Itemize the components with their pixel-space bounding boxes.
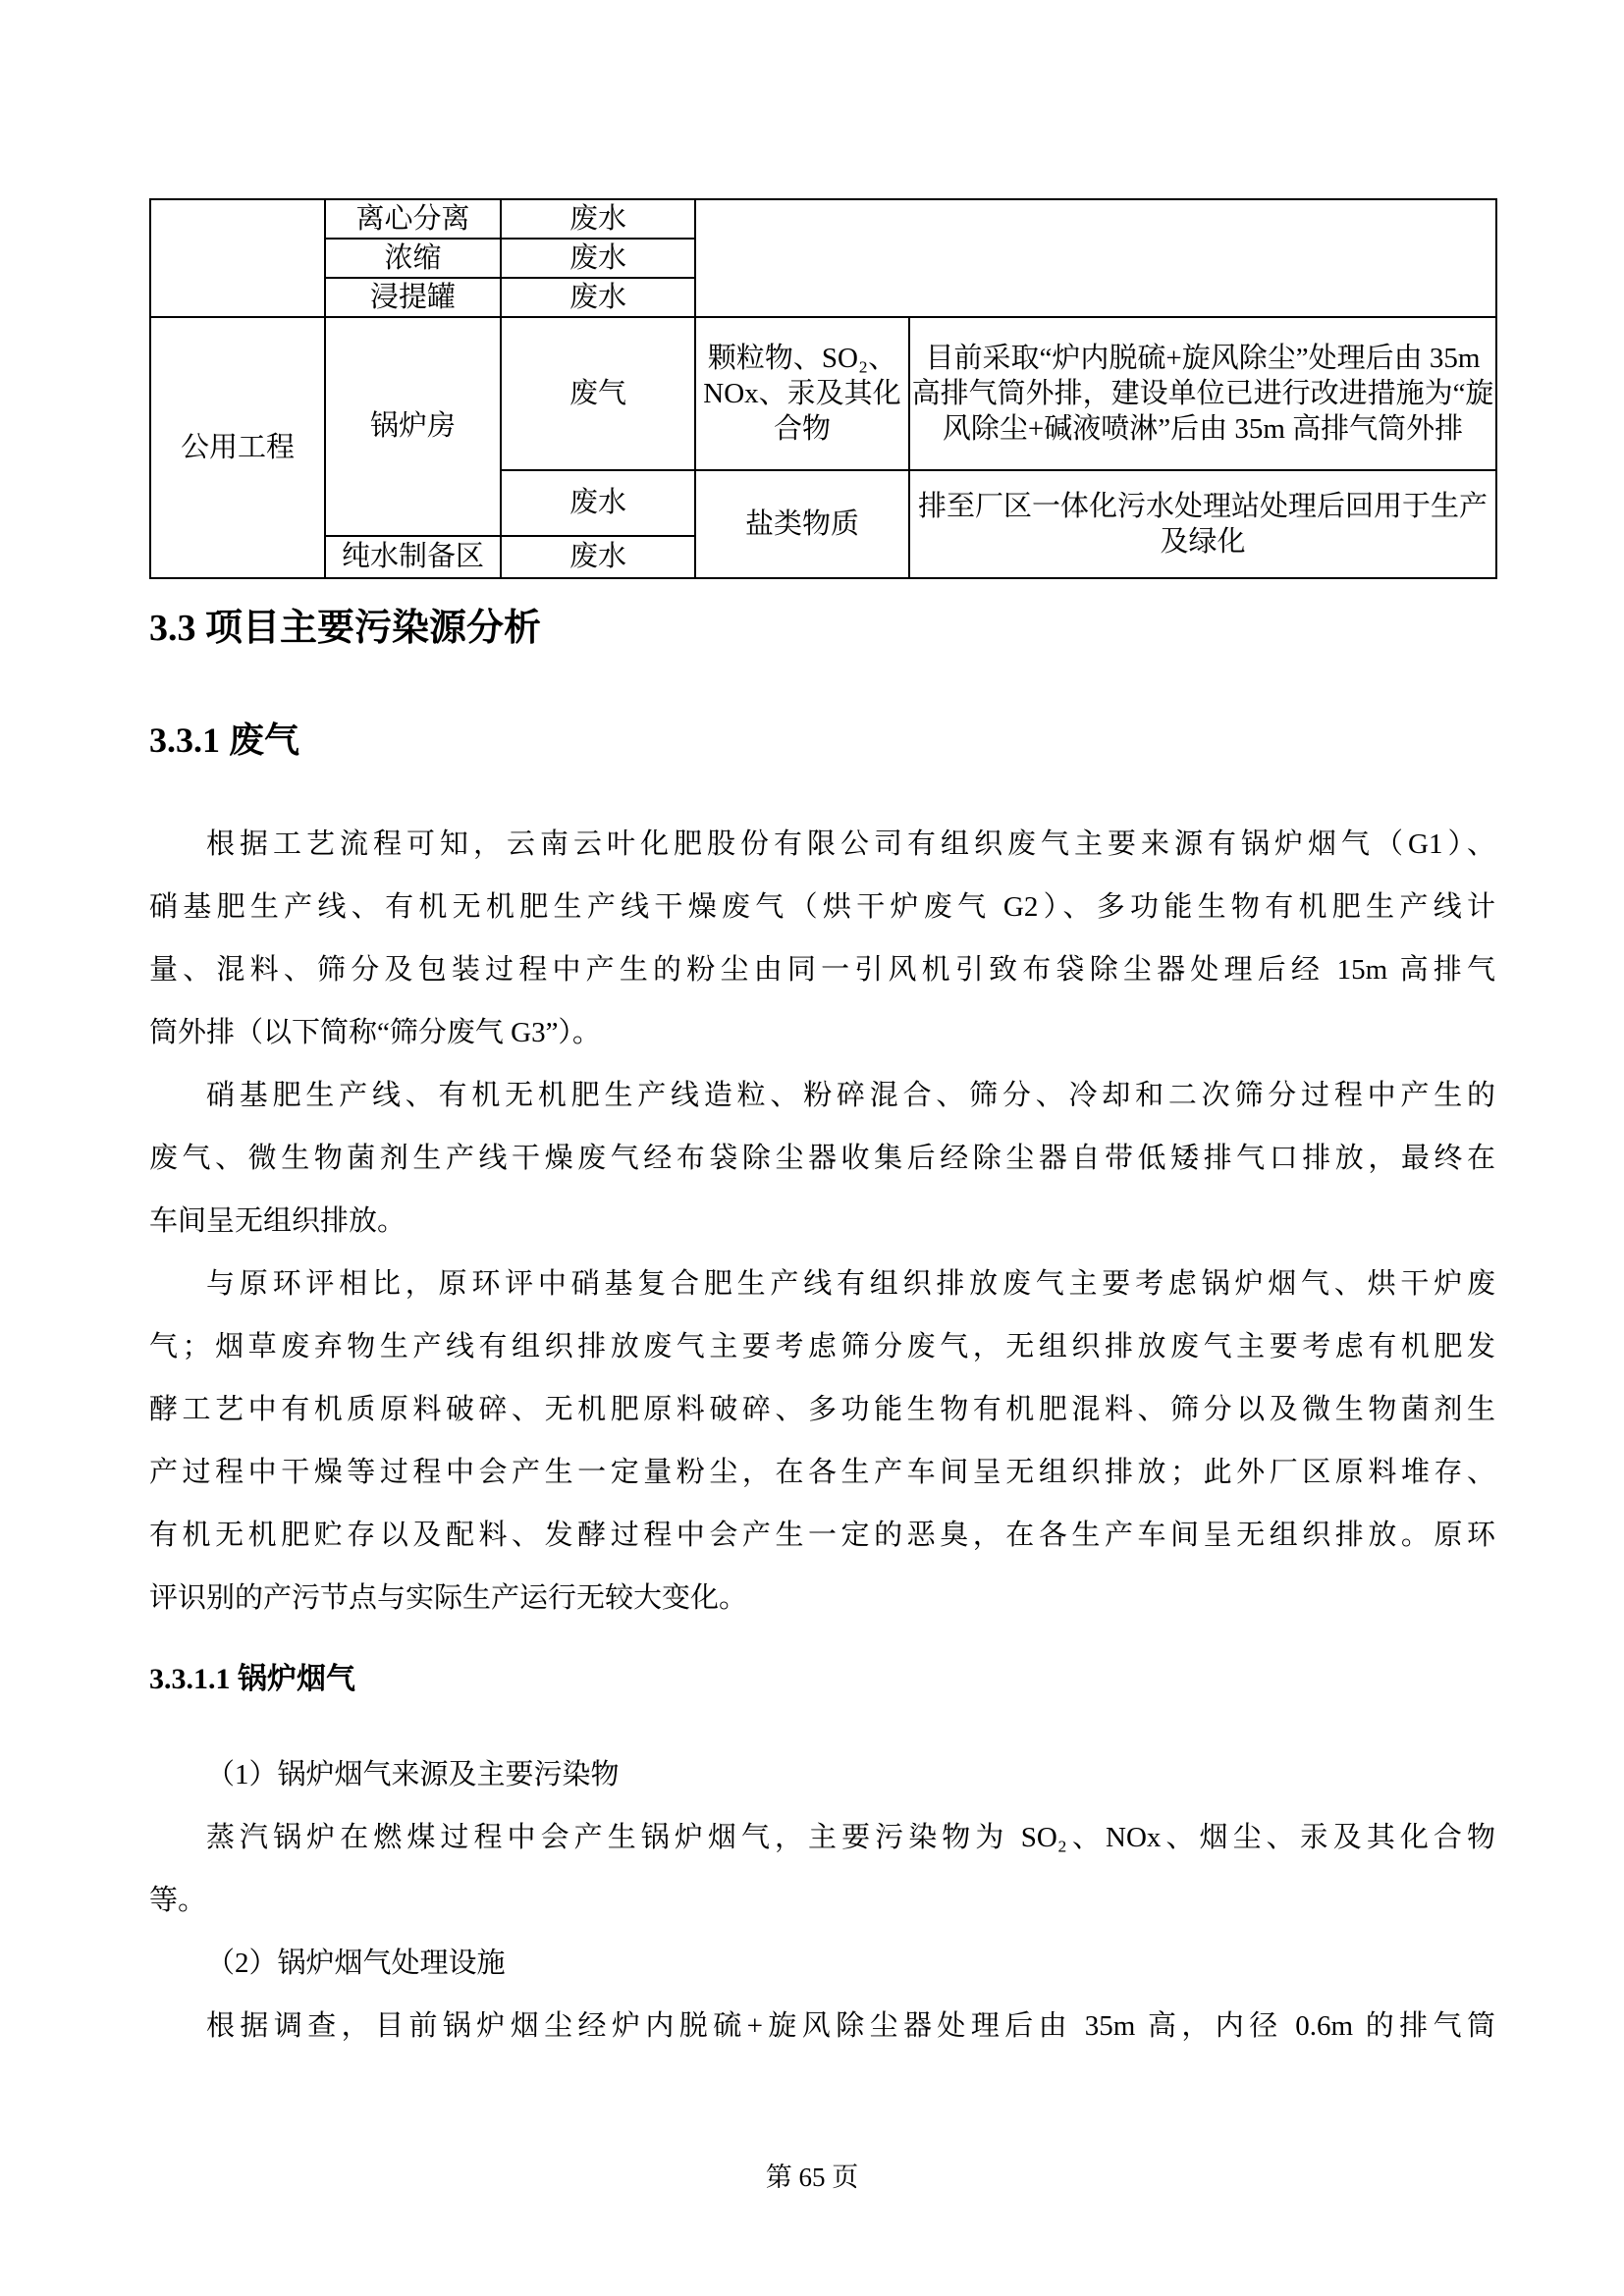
table-cell-process: 浓缩: [325, 239, 501, 278]
page-content: [0, 198, 1624, 2057]
section-heading-3-3: 3.3 项目主要污染源分析: [149, 608, 542, 649]
paragraph-line: 根据调查，目前锅炉烟尘经炉内脱硫+旋风除尘器处理后由 35m 高，内径 0.6m 的排气筒: [206, 2010, 1495, 2043]
table-cell-emission: 废水: [501, 278, 695, 317]
paragraph-line: 与原环评相比，原环评中硝基复合肥生产线有组织排放废气主要考虑锅炉烟气、烘干炉废: [206, 1268, 1495, 1301]
table-row: [150, 199, 1496, 239]
table-cell-empty: [150, 199, 325, 317]
paragraph-line: 气；烟草废弃物生产线有组织排放废气主要考虑筛分废气，无组织排放废气主要考虑有机肥发: [149, 1331, 1495, 1363]
table-cell-area: 锅炉房: [325, 317, 501, 536]
page-number: 第 65 页: [765, 2163, 859, 2192]
table-cell-emission: 废气: [501, 317, 695, 470]
table-cell-empty: [695, 199, 1496, 317]
paragraph-line: 废气、微生物菌剂生产线干燥废气经布袋除尘器收集后经除尘器自带低矮排气口排放，最终在: [149, 1143, 1495, 1175]
subsubsection-heading-3-3-1-1: 3.3.1.1 锅炉烟气: [149, 1663, 355, 1696]
pollution-source-table: [149, 198, 1497, 579]
table-cell-emission: 废水: [501, 239, 695, 278]
paragraph-line: 等。: [149, 1885, 207, 1917]
body-text-block: [149, 1743, 1495, 2057]
table-cell-area: 纯水制备区: [325, 536, 501, 578]
table-cell-pollutants: 颗粒物、SO₂、NOx、汞及其化合物: [695, 317, 909, 470]
paragraph-line: （2）锅炉烟气处理设施: [206, 1948, 506, 1980]
paragraph-line: 评识别的产污节点与实际生产运行无较大变化。: [149, 1582, 748, 1615]
table-cell-emission: 废水: [501, 536, 695, 578]
paragraph-line: 车间呈无组织排放。: [149, 1205, 406, 1238]
paragraph-line: 产过程中干燥等过程中会产生一定量粉尘，在各生产车间呈无组织排放；此外厂区原料堆存、: [149, 1457, 1495, 1489]
table-cell-pollutants: 盐类物质: [695, 470, 909, 578]
paragraph-line: 根据工艺流程可知，云南云叶化肥股份有限公司有组织废气主要来源有锅炉烟气（G1）、: [206, 828, 1495, 861]
table-cell-emission: 废水: [501, 470, 695, 536]
table-row: [150, 317, 1496, 470]
table-cell-treatment: 目前采取“炉内脱硫+旋风除尘”处理后由 35m 高排气筒外排，建设单位已进行改进措施为“旋风除尘+碱液喷淋”后由 35m 高排气筒外排: [909, 317, 1496, 470]
paragraph-line: （1）锅炉烟气来源及主要污染物: [206, 1759, 620, 1791]
paragraph-line: 有机无机肥贮存以及配料、发酵过程中会产生一定的恶臭，在各生产车间呈无组织排放。原环: [149, 1520, 1495, 1552]
paragraph-line: 筒外排（以下简称“筛分废气 G3”）。: [149, 1017, 601, 1049]
paragraph-line: 量、混料、筛分及包装过程中产生的粉尘由同一引风机引致布袋除尘器处理后经 15m 高排气: [149, 954, 1495, 987]
subsection-heading-3-3-1: 3.3.1 废气: [149, 721, 300, 761]
table-cell-process: 离心分离: [325, 199, 501, 239]
paragraph-line: 蒸汽锅炉在燃煤过程中会产生锅炉烟气，主要污染物为 SO₂、NOx、烟尘、汞及其化合物: [206, 1822, 1495, 1854]
table-cell-emission: 废水: [501, 199, 695, 239]
paragraph-line: 酵工艺中有机质原料破碎、无机肥原料破碎、多功能生物有机肥混料、筛分以及微生物菌剂生: [149, 1394, 1495, 1426]
paragraph-line: 硝基肥生产线、有机无机肥生产线干燥废气（烘干炉废气 G2）、多功能生物有机肥生产线计: [149, 891, 1495, 924]
table-cell-process: 浸提罐: [325, 278, 501, 317]
body-text-block: [149, 813, 1495, 1629]
paragraph-line: 硝基肥生产线、有机无机肥生产线造粒、粉碎混合、筛分、冷却和二次筛分过程中产生的: [206, 1080, 1495, 1112]
table-cell-treatment: 排至厂区一体化污水处理站处理后回用于生产及绿化: [909, 470, 1496, 578]
table-cell-section: 公用工程: [150, 317, 325, 578]
